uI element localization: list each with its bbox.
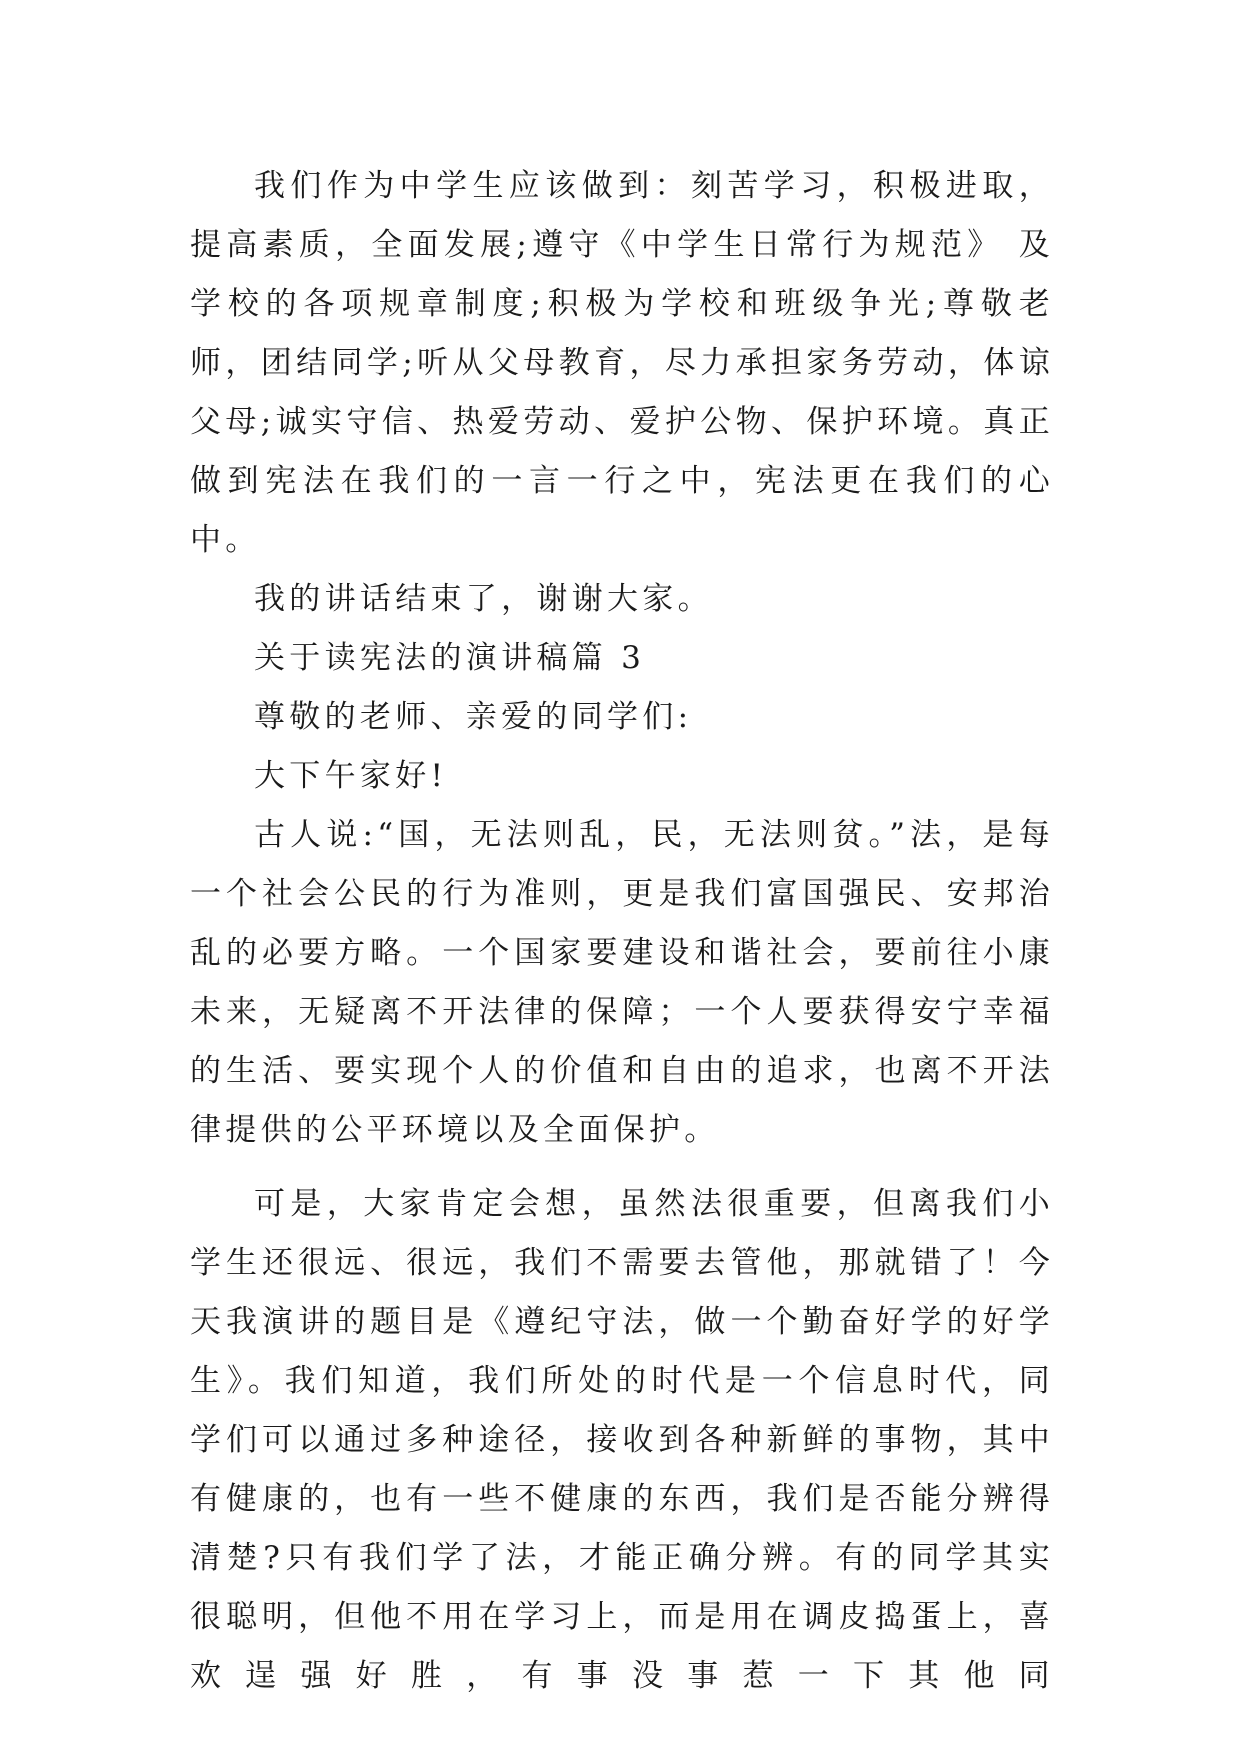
paragraph-closing-remark: 我的讲话结束了，谢谢大家。 bbox=[254, 581, 713, 617]
paragraph-student-duties: 我们作为中学生应该做到：刻苦学习，积极进取，提高素质，全面发展;遵守《中学生日常行为规范》 及学校的各项规章制度;积极为学校和班级争光;尊敬老师，团结同学;听从父母教育，尽力承担家务劳动，体谅父母;诚实守信、热爱劳动、爱护公物、保护环境。真正做到宪法在我们的一言一行之中，宪法更在我们的心中。 bbox=[190, 168, 1054, 558]
document-body bbox=[190, 157, 1054, 1706]
paragraph-speech-topic: 可是，大家肯定会想，虽然法很重要，但离我们小学生还很远、很远，我们不需要去管他，那就错了！今天我演讲的题目是《遵纪守法，做一个勤奋好学的好学生》。我们知道，我们所处的时代是一个信息时代，同学们可以通过多种途径，接收到各种新鲜的事物，其中有健康的，也有一些不健康的东西，我们是否能分辨得清楚?只有我们学了法，才能正确分辨。有的同学其实很聪明，但他不用在学习上，而是用在调皮捣蛋上，喜欢逞强好胜，有事没事惹一下其他同 bbox=[190, 1186, 1054, 1694]
paragraph-ancient-saying: 古人说:“国，无法则乱，民，无法则贫。”法，是每一个社会公民的行为准则，更是我们富国强民、安邦治乱的必要方略。一个国家要建设和谐社会，要前往小康未来，无疑离不开法律的保障；一个人要获得安宁幸福的生活、要实现个人的价值和自由的追求，也离不开法律提供的公平环境以及全面保护。 bbox=[190, 817, 1054, 1148]
section-heading: 关于读宪法的演讲稿篇 3 bbox=[254, 640, 646, 676]
paragraph-greeting: 大下午家好! bbox=[254, 758, 448, 794]
paragraph-salutation: 尊敬的老师、亲爱的同学们: bbox=[254, 699, 693, 735]
